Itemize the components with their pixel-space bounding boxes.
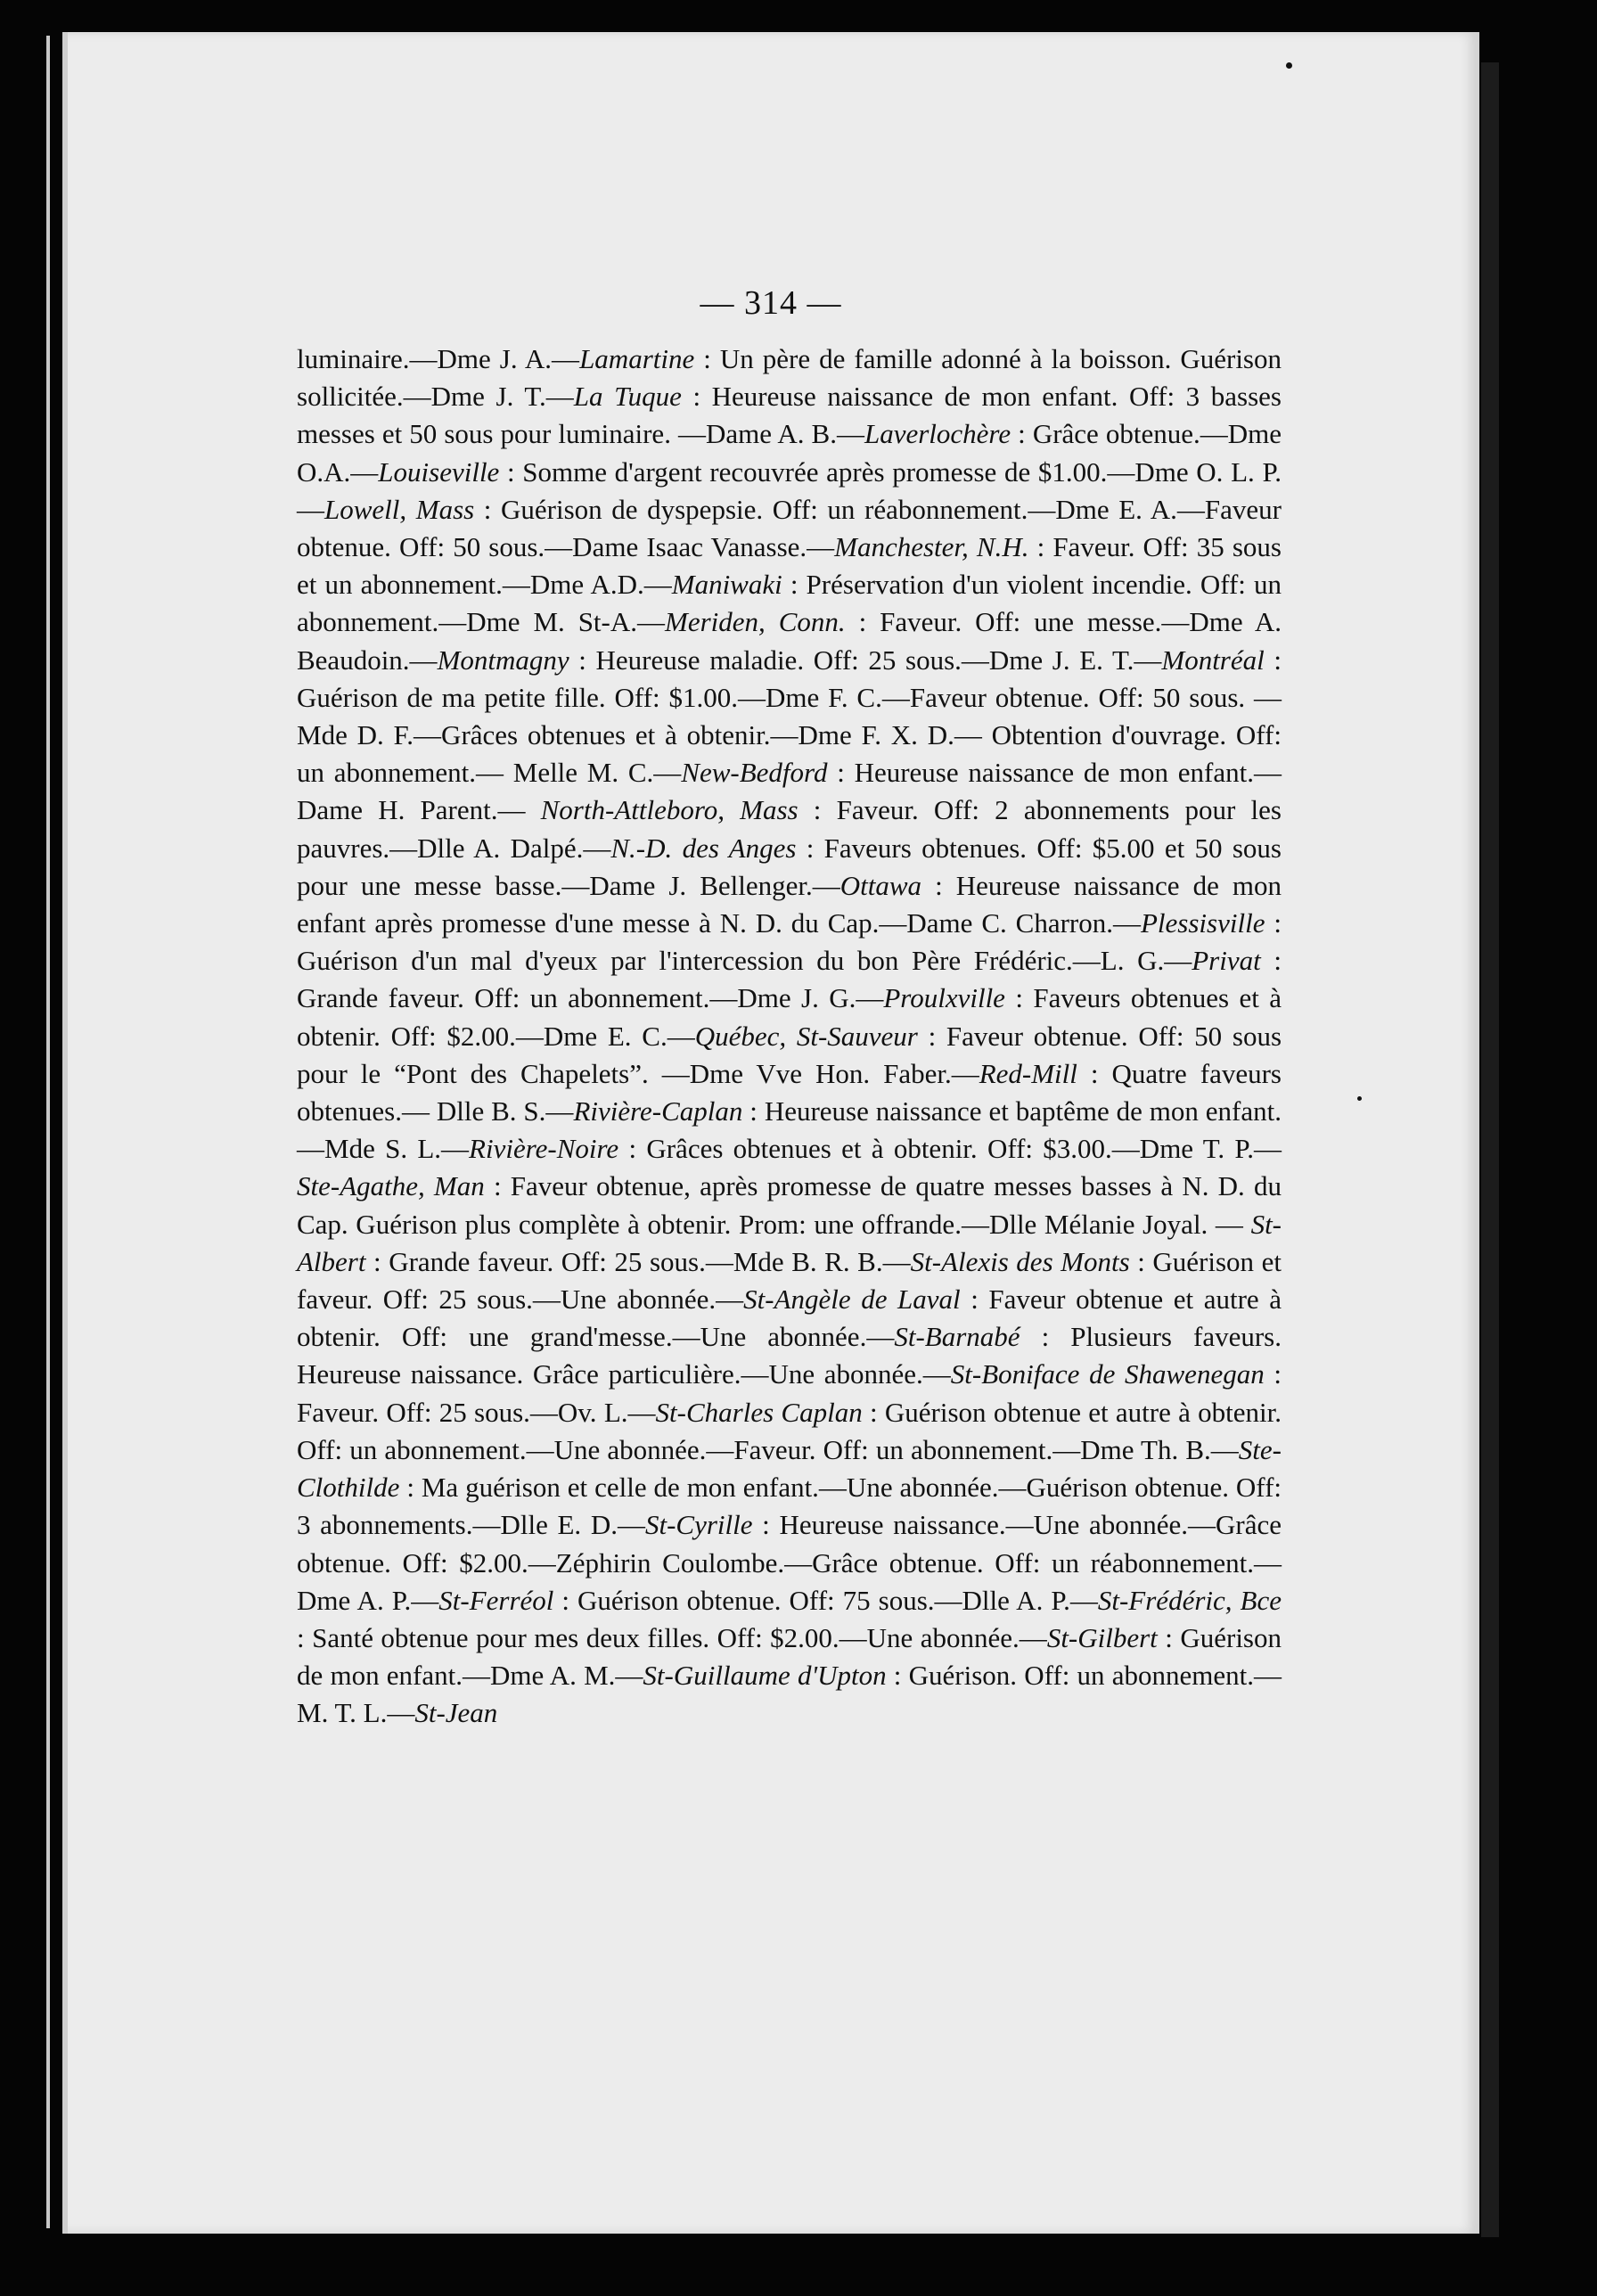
place-name: La Tuque (573, 381, 682, 413)
text-run: : Un père de famille adonné à la boisson. Guérison sollicitée.—Dme J. T.— (297, 343, 1282, 413)
text-run: : Faveur. Off: une messe.—Dme A. Beaudoin.— (297, 606, 1282, 676)
place-name: Rivière-Noire (469, 1133, 619, 1165)
place-name: St-Angèle de Laval (743, 1283, 961, 1316)
text-run: luminaire.—Dme J. A.— (297, 343, 580, 374)
text-run: : Heureuse naissance et baptême de mon enfant.—Mde S. L.— (297, 1095, 1282, 1165)
text-run: : Grâces obtenues et à obtenir. Off: $3.00.—Dme T. P.— (618, 1133, 1282, 1165)
page-number: — 314 — (700, 284, 842, 322)
text-run: : Faveur. Off: 2 abonnements pour les pauvres.—Dlle A. Dalpé.— (297, 794, 1282, 864)
place-name: North-Attleboro, Mass (540, 794, 798, 826)
place-name: Lowell, Mass (324, 493, 475, 525)
text-run: : Faveur. Off: 25 sous.—Ov. L.— (297, 1358, 1282, 1428)
place-name: St-Guillaume d'Upton (643, 1660, 887, 1692)
place-name: Ottawa (839, 869, 922, 901)
text-run: : Guérison obtenue et autre à obtenir. Off: un abonnement.—Une abonnée.—Faveur. Off: un abonnement.—Dme Th. B.— (297, 1396, 1282, 1465)
text-run: : Somme d'argent recouvrée après promesse de $1.00.—Dme O. L. P.— (297, 455, 1282, 525)
text-run: : Plusieurs faveurs. Heureuse naissance. Grâce particulière.—Une abonnée.— (297, 1321, 1282, 1390)
text-run: : Heureuse naissance de mon enfant après promesse d'une messe à N. D. du Cap.—Dame C. Charron.— (297, 869, 1282, 939)
text-run: : Ma guérison et celle de mon enfant.—Une abonnée.—Guérison obtenue. Off: 3 abonnements.—Dlle E. D.— (297, 1472, 1282, 1541)
place-name: St-Cyrille (644, 1509, 753, 1541)
text-run: : Guérison de mon enfant.—Dme A. M.— (297, 1621, 1282, 1692)
place-name: New-Bedford (681, 757, 828, 789)
place-name: Meriden, Conn. (665, 606, 846, 638)
place-name: Lamartine (579, 343, 695, 374)
text-run: : Heureuse maladie. Off: 25 sous.—Dme J. E. T.— (569, 644, 1162, 676)
place-name: Ste-Clothilde (297, 1433, 1282, 1504)
text-run: : Guérison d'un mal d'yeux par l'intercession du bon Père Frédéric.—L. G.— (297, 907, 1282, 977)
page-gutter-edge (46, 36, 50, 2228)
place-name: Proulxville (883, 982, 1005, 1014)
text-run: : Faveur obtenue. Off: 50 sous pour le “Pont des Chapelets”. —Dme Vve Hon. Faber.— (297, 1020, 1282, 1089)
scan-speck (1357, 1096, 1362, 1101)
text-run: : Heureuse naissance de mon enfant.—Dame H. Parent.— (297, 757, 1282, 826)
place-name: St-Albert (297, 1208, 1282, 1277)
text-run: : Guérison. Off: un abonnement.—M. T. L.— (297, 1660, 1282, 1729)
text-run: : Heureuse naissance.—Une abonnée.—Grâce obtenue. Off: $2.00.—Zéphirin Coulombe.—Grâce obtenue. Off: un réabonnement.—Dme A. P.— (297, 1509, 1282, 1616)
facing-page-edge (1481, 62, 1499, 2237)
place-name: Manchester, N.H. (834, 531, 1029, 563)
place-name: Québec, St-Sauveur (694, 1020, 918, 1052)
text-run: : Guérison de ma petite fille. Off: $1.00.—Dme F. C.—Faveur obtenue. Off: 50 sous. —Mde D. F.—Grâces obtenues et à obtenir.—Dme F. X. D.— Obtention d'ouvrage. Off: un abonnement.— Melle M. C.— (297, 644, 1282, 789)
text-run: : Quatre faveurs obtenues.— Dlle B. S.— (297, 1057, 1282, 1128)
place-name: Privat (1192, 945, 1261, 977)
place-name: Rivière-Caplan (573, 1095, 743, 1128)
place-name: St-Ferréol (438, 1584, 554, 1616)
place-name: Montmagny (437, 644, 569, 676)
place-name: St-Gilbert (1046, 1621, 1158, 1653)
text-run: : Guérison et faveur. Off: 25 sous.—Une abonnée.— (297, 1245, 1282, 1316)
text-run: : Grande faveur. Off: 25 sous.—Mde B. R. B.— (365, 1245, 911, 1277)
place-name: Louiseville (378, 455, 500, 488)
place-name: Plessisville (1141, 907, 1265, 939)
text-run: : Préservation d'un violent incendie. Off: un abonnement.—Dme M. St-A.— (297, 569, 1282, 638)
place-name: St-Frédéric, Bce (1097, 1584, 1282, 1616)
text-run: : Guérison obtenue. Off: 75 sous.—Dlle A. P.— (553, 1584, 1098, 1616)
scan-speck (1286, 62, 1292, 69)
place-name: Red-Mill (979, 1057, 1077, 1089)
text-run: : Faveur obtenue et autre à obtenir. Off: une grand'messe.—Une abonnée.— (297, 1283, 1282, 1353)
place-name: St-Alexis des Monts (910, 1245, 1130, 1277)
place-name: St-Charles Caplan (655, 1396, 863, 1428)
place-name: Laverlochère (864, 418, 1011, 450)
place-name: Maniwaki (671, 569, 782, 601)
text-run: : Grande faveur. Off: un abonnement.—Dme J. G.— (297, 945, 1282, 1014)
text-run: : Santé obtenue pour mes deux filles. Off: $2.00.—Une abonnée.— (297, 1621, 1047, 1653)
text-run: : Faveurs obtenues. Off: $5.00 et 50 sous pour une messe basse.—Dame J. Bellenger.— (297, 832, 1282, 901)
place-name: N.-D. des Anges (610, 832, 797, 864)
place-name: St-Barnabé (894, 1321, 1020, 1353)
text-run: : Guérison de dyspepsie. Off: un réabonnement.—Dme E. A.—Faveur obtenue. Off: 50 sous.—Dame Isaac Vanasse.— (297, 493, 1282, 563)
text-run: : Heureuse naissance de mon enfant. Off: 3 basses messes et 50 sous pour luminaire. —Dame A. B.— (297, 381, 1282, 450)
place-name: St-Jean (414, 1697, 498, 1729)
place-name: St-Boniface de Shawenegan (950, 1358, 1265, 1390)
place-name: Montréal (1161, 644, 1265, 676)
place-name: Ste-Agathe, Man (297, 1170, 485, 1202)
text-run: : Grâce obtenue.—Dme O.A.— (297, 418, 1282, 488)
text-run: : Faveur. Off: 35 sous et un abonnement.—Dme A.D.— (297, 531, 1282, 601)
text-run: : Faveur obtenue, après promesse de quatre messes basses à N. D. du Cap. Guérison plus complète à obtenir. Prom: une offrande.—Dlle Mélanie Joyal. — (297, 1170, 1282, 1240)
page-body-text (297, 340, 1282, 1733)
text-run: : Faveurs obtenues et à obtenir. Off: $2.00.—Dme E. C.— (297, 982, 1282, 1052)
